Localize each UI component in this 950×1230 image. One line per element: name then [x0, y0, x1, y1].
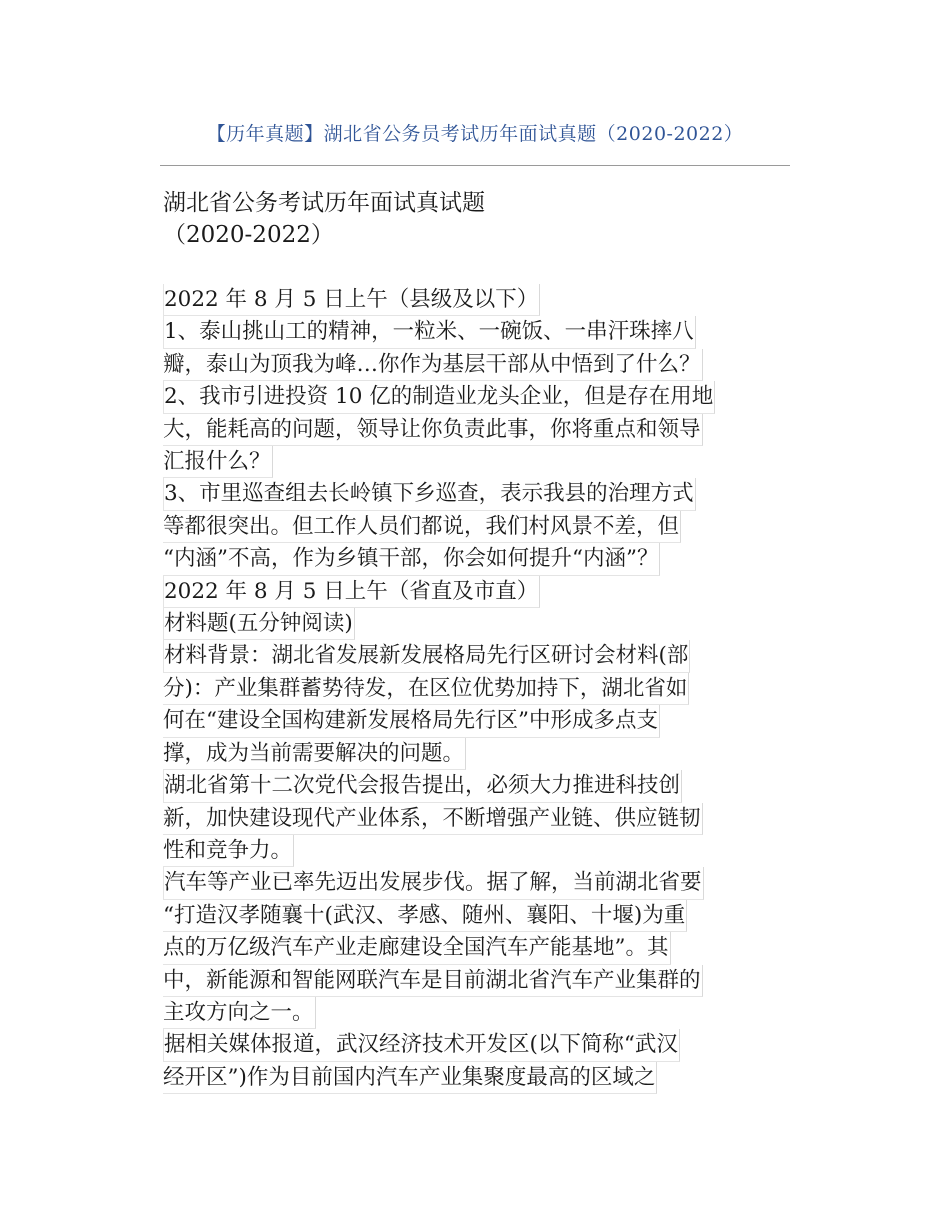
paragraph-line: 经开区”)作为目前国内汽车产业集聚度最高的区域之 [163, 1062, 657, 1094]
paragraph-line: 汇报什么？ [163, 446, 273, 478]
document-title-line-1: 湖北省公务考试历年面试真试题 [163, 190, 485, 216]
paragraph-line: 据相关媒体报道，武汉经济技术开发区(以下简称“武汉 [163, 1029, 680, 1061]
paragraph [163, 770, 785, 867]
paragraph [163, 284, 785, 316]
document-body [163, 284, 785, 1094]
paragraph-line: 汽车等产业已率先迈出发展步伐。据了解，当前湖北省要 [163, 867, 704, 899]
paragraph-line: “内涵”不高，作为乡镇干部，你会如何提升“内涵”？ [163, 543, 660, 575]
paragraph [163, 640, 785, 770]
paragraph-line: 瓣，泰山为顶我为峰…你作为基层干部从中悟到了什么？ [163, 349, 703, 381]
paragraph-line: 性和竞争力。 [163, 835, 294, 867]
paragraph-line: 2022 年 8 月 5 日上午（省直及市直） [163, 576, 540, 608]
paragraph-line: 2022 年 8 月 5 日上午（县级及以下） [163, 284, 540, 316]
paragraph [163, 316, 785, 381]
paragraph [163, 608, 785, 640]
document-title-line-2: （2020-2022） [163, 222, 334, 248]
paragraph-line: 3、市里巡查组去长岭镇下乡巡查，表示我县的治理方式 [163, 478, 696, 510]
paragraph-line: 大，能耗高的问题，领导让你负责此事，你将重点和领导 [163, 414, 703, 446]
paragraph-line: 中，新能源和智能网联汽车是目前湖北省汽车产业集群的 [163, 965, 703, 997]
paragraph [163, 381, 785, 478]
paragraph [163, 867, 785, 1029]
header-divider [160, 165, 790, 166]
paragraph-line: 1、泰山挑山工的精神，一粒米、一碗饭、一串汗珠摔八 [163, 316, 696, 348]
paragraph [163, 576, 785, 608]
paragraph-line: 何在“建设全国构建新发展格局先行区”中形成多点支 [163, 705, 660, 737]
paragraph-line: 分)：产业集群蓄势待发，在区位优势加持下，湖北省如 [163, 673, 689, 705]
paragraph-line: 材料题(五分钟阅读) [163, 608, 355, 640]
paragraph [163, 1029, 785, 1094]
paragraph [163, 478, 785, 575]
paragraph-line: 等都很突出。但工作人员们都说，我们村风景不差，但 [163, 511, 681, 543]
document-title [163, 187, 485, 251]
header-title: 【历年真题】湖北省公务员考试历年面试真题（2020-2022） [206, 123, 744, 145]
paragraph-line: 材料背景：湖北省发展新发展格局先行区研讨会材料(部 [163, 640, 690, 672]
paragraph-line: 主攻方向之一。 [163, 997, 316, 1029]
paragraph-line: 新，加快建设现代产业体系，不断增强产业链、供应链韧 [163, 803, 703, 835]
paragraph-line: 2、我市引进投资 10 亿的制造业龙头企业，但是存在用地 [163, 381, 715, 413]
paragraph-line: 湖北省第十二次党代会报告提出，必须大力推进科技创 [163, 770, 682, 802]
paragraph-line: 点的万亿级汽车产业走廊建设全国汽车产能基地”。其 [163, 932, 671, 964]
paragraph-line: “打造汉孝随襄十(武汉、孝感、随州、襄阳、十堰)为重 [163, 900, 687, 932]
paragraph-line: 撑，成为当前需要解决的问题。 [163, 738, 466, 770]
